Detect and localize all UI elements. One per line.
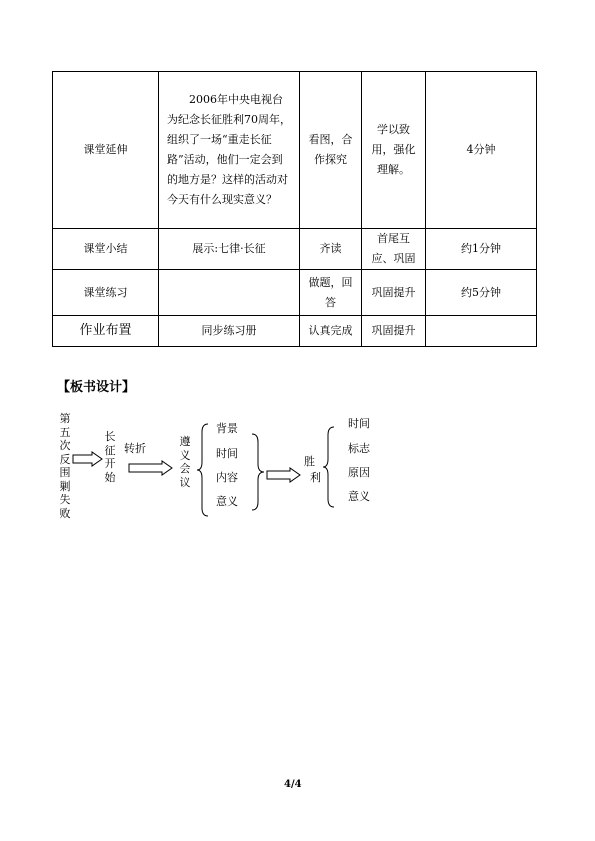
board-victory-item: 标志 [348,442,370,455]
table-row [53,316,537,347]
board-design-title: 【板书设计】 [57,380,136,395]
stage-cell: 作业布置 [53,316,159,347]
board-failure-text: 第五次反围剿失败 [59,412,71,520]
board-zunyi-text: 遵义会议 [179,435,191,489]
board-long-march-start: 长征开始 [104,430,116,484]
board-zunyi-item: 意义 [216,495,238,508]
board-zunyi-item: 内容 [216,471,238,484]
board-zunyi-item: 时间 [216,447,238,460]
student-activity-cell: 认真完成 [300,316,362,347]
stage-cell: 课堂小结 [53,229,159,270]
table-row [53,229,537,270]
lesson-plan-table [52,71,537,347]
arrow-icon [266,467,302,483]
board-turn-label: 转折 [124,442,146,455]
student-activity-cell: 看图，合作探究 [300,72,362,229]
time-cell: 约5分钟 [426,270,537,316]
purpose-cell: 学以致用，强化理解。 [362,72,426,229]
page-number: 4/4 [284,779,302,790]
time-cell [426,316,537,347]
content-cell: 2006年中央电视台为纪念长征胜利70周年，组织了一场“重走长征路”活动，他们一定会到的地方是？这样的活动对今天有什么现实意义？ [159,72,300,229]
purpose-cell: 首尾互应、巩固 [362,229,426,270]
board-victory-item: 意义 [348,490,370,503]
left-brace-icon [196,422,212,518]
purpose-cell: 巩固提升 [362,316,426,347]
student-activity-cell: 做题，回答 [300,270,362,316]
stage-cell: 课堂延伸 [53,72,159,229]
content-cell [159,270,300,316]
stage-cell: 课堂练习 [53,270,159,316]
arrow-icon [72,451,104,467]
time-cell: 4分钟 [426,72,537,229]
table-row [53,270,537,316]
board-victory-item: 原因 [348,466,370,479]
time-cell: 约1分钟 [426,229,537,270]
board-zunyi-item: 背景 [216,422,238,435]
student-activity-cell: 齐读 [300,229,362,270]
content-cell: 同步练习册 [159,316,300,347]
table-row [53,72,537,229]
board-victory-item: 时间 [348,417,370,430]
purpose-cell: 巩固提升 [362,270,426,316]
victory-char: 利 [310,471,321,484]
arrow-icon [128,460,174,476]
left-brace-icon [322,425,338,509]
right-brace-icon [250,432,266,512]
content-cell: 展示:七律·长征 [159,229,300,270]
victory-char: 胜 [304,455,315,468]
